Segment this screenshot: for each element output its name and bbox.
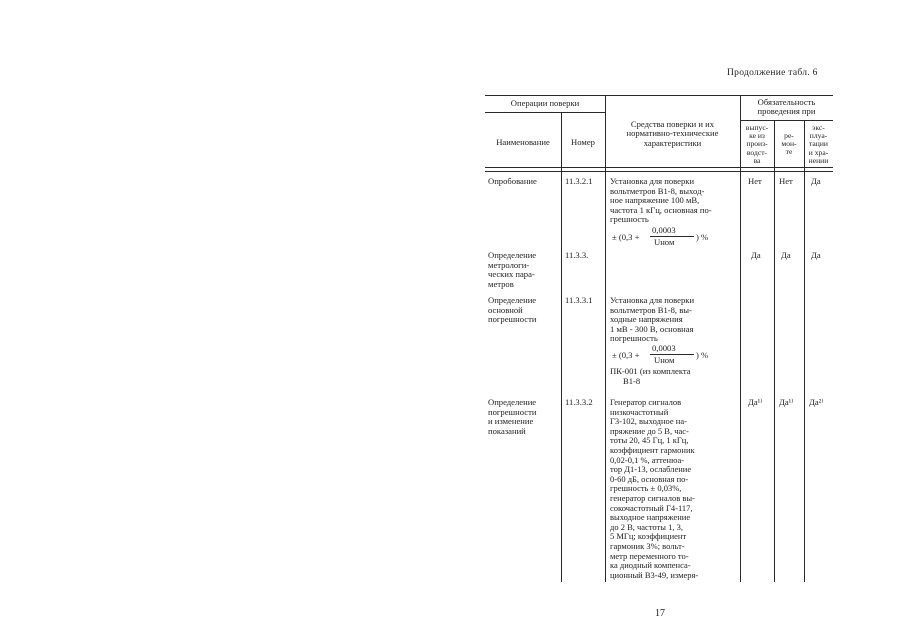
row3-number: 11.3.3.1 <box>565 295 593 305</box>
row2-release: Да <box>751 250 761 260</box>
row1-name: Опробование <box>488 176 537 186</box>
row1-means: Установка для поверки вольтметров В1-8, выход- ное напряжение 100 мВ, частота 1 кГц, основная по- грешность <box>610 176 712 224</box>
header-number: Номер <box>571 137 595 147</box>
header-exploitation: экс- плуа- тации и хра- нении <box>808 124 829 165</box>
table-continuation-caption: Продолжение табл. 6 <box>727 68 818 78</box>
page-number: 17 <box>655 608 665 619</box>
header-repair: ре- мон- те <box>781 131 797 157</box>
row1-repair: Нет <box>779 176 793 186</box>
row4-release: Да¹⁾ <box>748 397 763 407</box>
row4-name: Определение погрешности и изменение показаний <box>488 397 537 436</box>
header-obligation: Обязательность проведения при <box>757 98 816 117</box>
row1-number: 11.3.2.1 <box>565 176 593 186</box>
row4-number: 11.3.3.2 <box>565 397 593 407</box>
row2-exploitation: Да <box>811 250 821 260</box>
row1-release: Нет <box>748 176 762 186</box>
header-means: Средства поверки и их нормативно-технические характеристики <box>626 119 719 148</box>
row1-error-formula: ± (0,3 + 0,0003 Uном ) % <box>612 225 709 247</box>
row2-number: 11.3.3. <box>565 250 589 260</box>
row3-means: Установка для поверки вольтметров В1-8, вы- ходные напряжения 1 мВ - 300 В, основная погрешность <box>610 295 695 343</box>
row4-means: Генератор сигналов низкочастотный Г3-102, выходное на- пряжение до 5 В, час- тоты 20, 45 Гц, 1 кГц, коэффициент гармоник 0,02-0,1 %, аттенюа- тор Д1-13, ослабление 0-60 дБ, основная по- грешность ± 0,03%, генератор сигналов вы- сокочастотный Г4-117, выходное напряжение до 2 В, частоты 1, 3, 5 МГц; коэффициент гармоник 3%; вольт- метр переменного то- ка диодный компенса- ционный В3-49, измеря- <box>610 397 699 580</box>
row2-repair: Да <box>781 250 791 260</box>
row1-exploitation: Да <box>811 176 821 186</box>
row3-error-formula: ± (0,3 + 0,0003 Uном ) % <box>612 343 709 365</box>
row4-repair: Да¹⁾ <box>779 397 794 407</box>
header-name: Наименование <box>496 137 550 147</box>
row3-name: Определение основной погрешности <box>488 295 537 324</box>
header-release: выпус- ке из произ- водст- ва <box>745 123 769 165</box>
header-operations: Операции поверки <box>510 98 580 108</box>
row4-exploitation: Да²⁾ <box>809 397 824 407</box>
row3-means-continued: ПК-001 (из комплекта В1-8 <box>610 366 691 386</box>
row2-name: Определение метрологи- ческих пара- метров <box>488 250 537 289</box>
